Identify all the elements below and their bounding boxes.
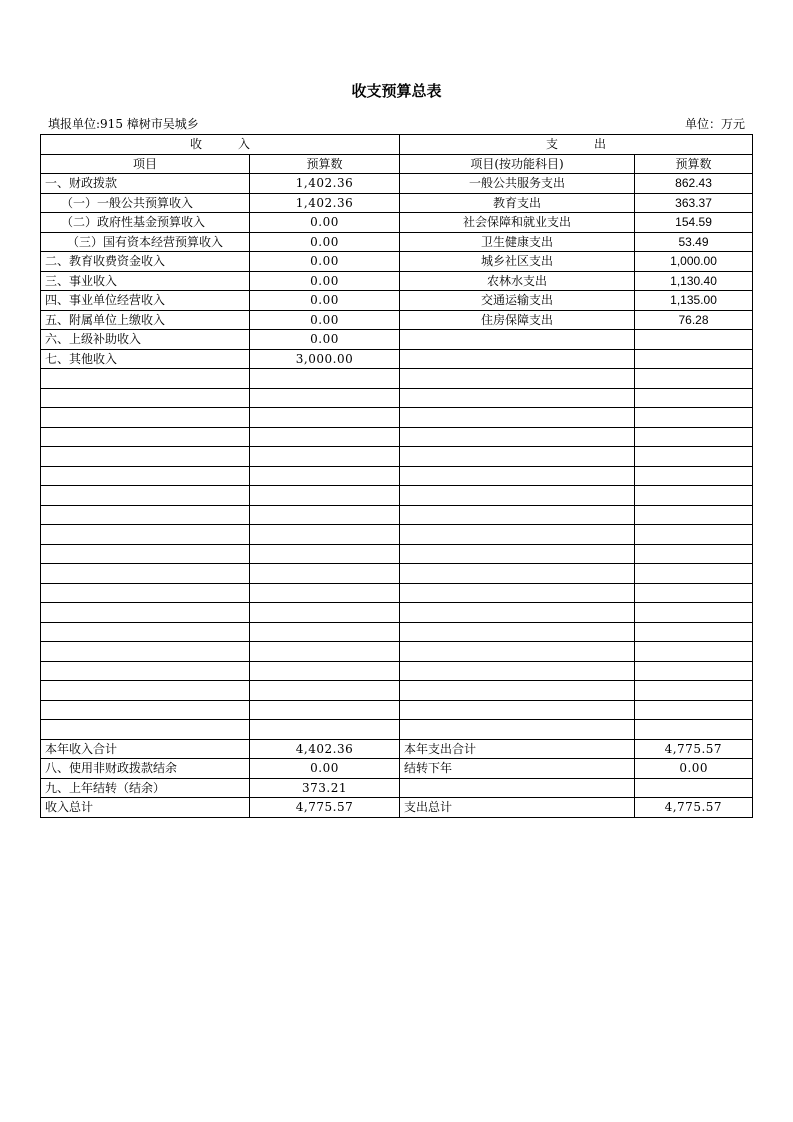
prev-carry-row [41, 778, 753, 798]
income-value: 0.00 [250, 330, 400, 350]
empty-row [41, 564, 753, 584]
year-total-row [41, 739, 753, 759]
expense-item: 一般公共服务支出 [400, 174, 635, 194]
non-fiscal-row [41, 759, 753, 779]
expense-value: 862.43 [635, 174, 753, 194]
expense-value: 154.59 [635, 213, 753, 233]
non-fiscal-label: 八、使用非财政拨款结余 [41, 759, 250, 779]
income-item: （三）国有资本经营预算收入 [41, 232, 250, 252]
expense-value: 1,000.00 [635, 252, 753, 272]
expense-value: 363.37 [635, 193, 753, 213]
expense-value [635, 349, 753, 369]
year-expense-label: 本年支出合计 [400, 739, 635, 759]
empty-row [41, 700, 753, 720]
empty-row [41, 447, 753, 467]
table-row [41, 349, 753, 369]
prev-carry-label: 九、上年结转（结余） [41, 778, 250, 798]
expense-value: 76.28 [635, 310, 753, 330]
group-header-row [41, 135, 753, 155]
reporting-unit: 填报单位:915 樟树市吴城乡 [48, 117, 199, 131]
income-value: 0.00 [250, 232, 400, 252]
expense-item: 农林水支出 [400, 271, 635, 291]
income-value: 0.00 [250, 310, 400, 330]
expense-item [400, 330, 635, 350]
table-row [41, 330, 753, 350]
empty-row [41, 525, 753, 545]
page-title: 收支预算总表 [351, 82, 442, 100]
income-item: 四、事业单位经营收入 [41, 291, 250, 311]
expense-total-value: 4,775.57 [635, 798, 753, 818]
budget-table [40, 134, 753, 818]
income-item: 三、事业收入 [41, 271, 250, 291]
expense-value [635, 330, 753, 350]
empty-row [41, 603, 753, 623]
expense-item: 交通运输支出 [400, 291, 635, 311]
expense-budget-header: 预算数 [635, 154, 753, 174]
empty-row [41, 622, 753, 642]
table-row [41, 193, 753, 213]
empty-row [41, 661, 753, 681]
expense-item: 教育支出 [400, 193, 635, 213]
expense-value: 1,130.40 [635, 271, 753, 291]
table-row [41, 213, 753, 233]
income-value: 1,402.36 [250, 174, 400, 194]
income-value: 1,402.36 [250, 193, 400, 213]
expense-item: 社会保障和就业支出 [400, 213, 635, 233]
empty-row [41, 369, 753, 389]
expense-value: 53.49 [635, 232, 753, 252]
empty-row [41, 720, 753, 740]
empty-row [41, 486, 753, 506]
table-row [41, 232, 753, 252]
expense-item: 城乡社区支出 [400, 252, 635, 272]
year-income-value: 4,402.36 [250, 739, 400, 759]
expense-total-label: 支出总计 [400, 798, 635, 818]
expense-item [400, 349, 635, 369]
income-value: 0.00 [250, 271, 400, 291]
income-item: 七、其他收入 [41, 349, 250, 369]
currency-unit: 单位：万元 [684, 117, 745, 131]
expense-item-header: 项目(按功能科目) [400, 154, 635, 174]
table-row [41, 174, 753, 194]
income-item: 一、财政拨款 [41, 174, 250, 194]
income-item: 二、教育收费资金收入 [41, 252, 250, 272]
table-row [41, 310, 753, 330]
expense-value: 1,135.00 [635, 291, 753, 311]
income-item: 五、附属单位上缴收入 [41, 310, 250, 330]
expense-group-header: 支 出 [400, 135, 753, 155]
income-value: 0.00 [250, 252, 400, 272]
income-total-label: 收入总计 [41, 798, 250, 818]
empty-row [41, 544, 753, 564]
income-item: （一）一般公共预算收入 [41, 193, 250, 213]
prev-carry-value: 373.21 [250, 778, 400, 798]
non-fiscal-value: 0.00 [250, 759, 400, 779]
income-value: 0.00 [250, 291, 400, 311]
year-expense-value: 4,775.57 [635, 739, 753, 759]
income-total-value: 4,775.57 [250, 798, 400, 818]
expense-item: 卫生健康支出 [400, 232, 635, 252]
empty-row [41, 427, 753, 447]
income-item-header: 项目 [41, 154, 250, 174]
table-row [41, 252, 753, 272]
empty-row [41, 466, 753, 486]
carry-next-label: 结转下年 [400, 759, 635, 779]
carry-next-value: 0.00 [635, 759, 753, 779]
empty-row [41, 642, 753, 662]
empty-row [41, 408, 753, 428]
table-row [41, 291, 753, 311]
income-value: 0.00 [250, 213, 400, 233]
empty-row [41, 388, 753, 408]
empty-row [41, 583, 753, 603]
income-value: 3,000.00 [250, 349, 400, 369]
column-header-row [41, 154, 753, 174]
income-item: （二）政府性基金预算收入 [41, 213, 250, 233]
income-budget-header: 预算数 [250, 154, 400, 174]
empty-row [41, 681, 753, 701]
grand-total-row [41, 798, 753, 818]
expense-item: 住房保障支出 [400, 310, 635, 330]
income-group-header: 收 入 [41, 135, 400, 155]
table-row [41, 271, 753, 291]
income-item: 六、上级补助收入 [41, 330, 250, 350]
empty-row [41, 505, 753, 525]
year-income-label: 本年收入合计 [41, 739, 250, 759]
